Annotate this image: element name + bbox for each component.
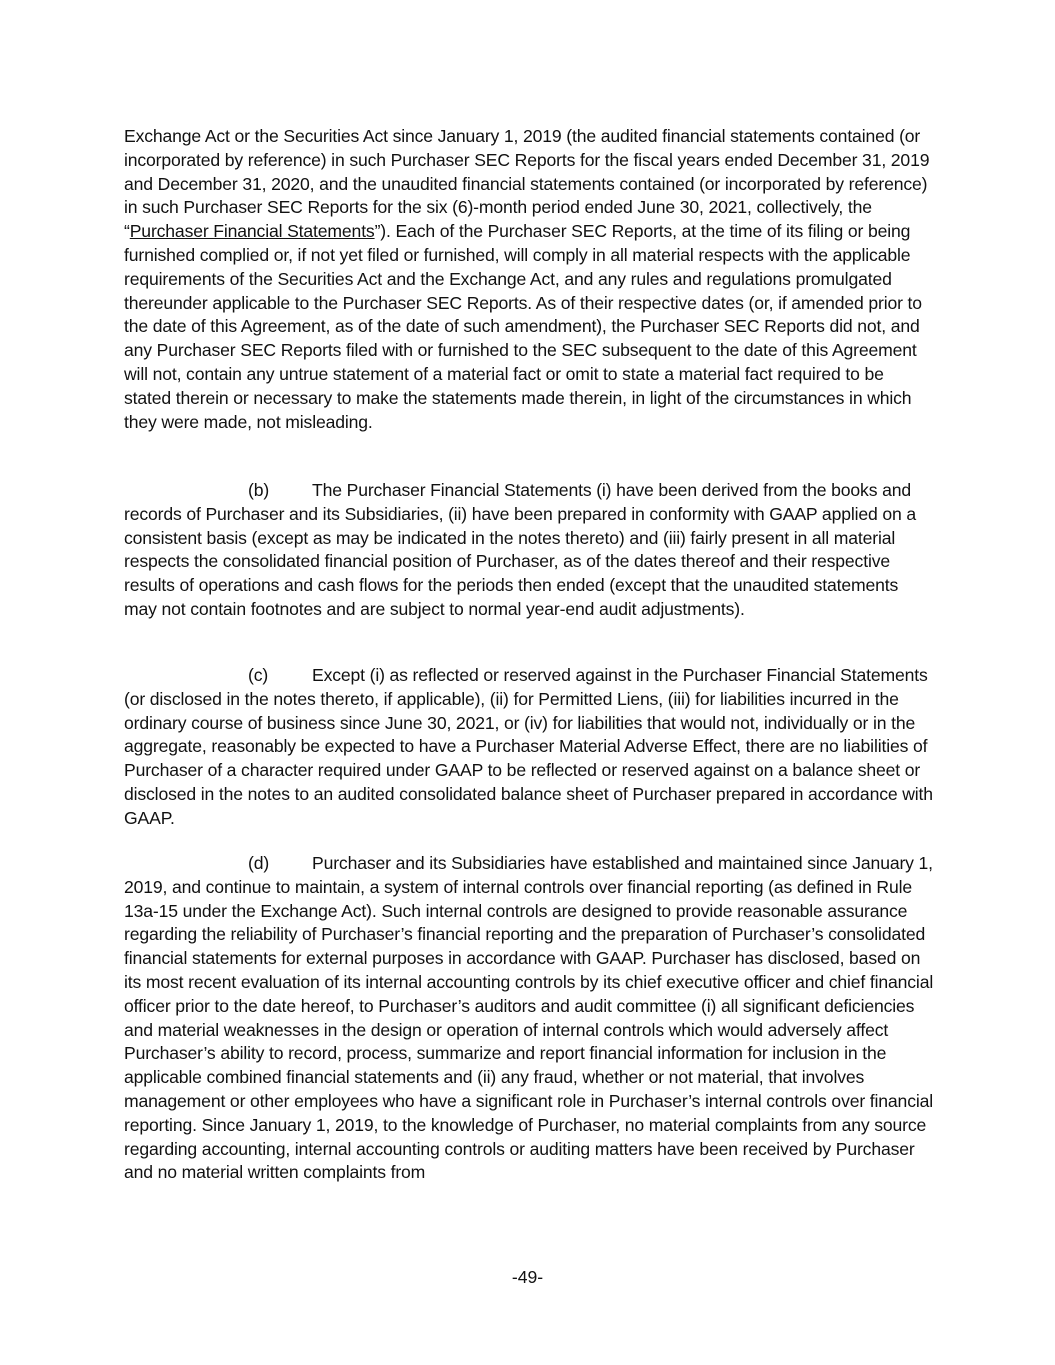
- paragraph-text: The Purchaser Financial Statements (i) have been derived from the books and records of Purchaser and its Subsidiaries, (ii) have been prepared in conformity with GAAP applied on a consistent basis (except as may be indicated in the notes thereto) and (iii) fairly present in all material respects the consolidated financial position of Purchaser, as of the dates thereof and their respective results of operations and cash flows for the periods then ended (except that the unaudited statements may not contain footnotes and are subject to normal year-end audit adjustments).: [124, 480, 917, 619]
- paragraph-text: ”). Each of the Purchaser SEC Reports, at the time of its filing or being furnished complied or, if not yet filed or furnished, will comply in all material respects with the applicable requirements of the Securities Act and the Exchange Act, and any rules and regulations promulgated thereunder applicable to the Purchaser SEC Reports. As of their respective dates (or, if amended prior to the date of this Agreement, as of the date of such amendment), the Purchaser SEC Reports did not, and any Purchaser SEC Reports filed with or furnished to the SEC subsequent to the date of this Agreement will not, contain any untrue statement of a material fact or omit to state a material fact required to be stated therein or necessary to make the statements made therein, in light of the circumstances in which they were made, not misleading.: [124, 221, 922, 432]
- paragraph-text: Purchaser and its Subsidiaries have established and maintained since January 1, 2019, and continue to maintain, a system of internal controls over financial reporting (as defined in Rule 13a-15 under the Exchange Act). Such internal controls are designed to provide reasonable assurance regarding the reliability of Purchaser’s financial reporting and the preparation of Purchaser’s consolidated financial statements for external purposes in accordance with GAAP. Purchaser has disclosed, based on its most recent evaluation of its internal accounting controls by its chief executive officer and chief financial officer prior to the date hereof, to Purchaser’s auditors and audit committee (i) all significant deficiencies and material weaknesses in the design or operation of internal controls which would adversely affect Purchaser’s ability to record, process, summarize and report financial information for inclusion in the applicable combined financial statements and (ii) any fraud, whether or not material, that involves management or other employees who have a significant role in Purchaser’s internal controls over financial reporting. Since January 1, 2019, to the knowledge of Purchaser, no material complaints from any source regarding accounting, internal accounting controls or auditing matters have been received by Purchaser and no material written complaints from: [124, 853, 934, 1183]
- defined-term-purchaser-financial-statements: Purchaser Financial Statements: [129, 221, 375, 242]
- paragraph-label: (c): [248, 665, 269, 685]
- paragraph-text: Except (i) as reflected or reserved against in the Purchaser Financial Statements (or disclosed in the notes thereto, if applicable), (ii) for Permitted Liens, (iii) for liabilities incurred in the ordinary course of business since June 30, 2021, or (iv) for liabilities that would not, individually or in the aggregate, reasonably be expected to have a Purchaser Material Adverse Effect, there are no liabilities of Purchaser of a character required under GAAP to be reflected or reserved against on a balance sheet or disclosed in the notes to an audited consolidated balance sheet of Purchaser prepared in accordance with GAAP.: [124, 665, 933, 828]
- paragraph-label: (b): [248, 480, 270, 500]
- paragraph-b: [124, 479, 934, 622]
- page-number: -49-: [511, 1267, 544, 1287]
- paragraph-sec-reports: [124, 125, 934, 434]
- paragraph-c: [124, 664, 934, 831]
- paragraph-text: Exchange Act or the Securities Act since January 1, 2019 (the audited financial statements contained (or incorporated by reference) in such Purchaser SEC Reports for the fiscal years ended December 31, 2019 and December 31, 2020, and the unaudited financial statements contained (or incorporated by reference) in such Purchaser SEC Reports for the six (6)-month period ended June 30, 2021, collectively, the “: [124, 126, 930, 242]
- paragraph-label: (d): [248, 853, 270, 873]
- paragraph-d: [124, 852, 934, 1185]
